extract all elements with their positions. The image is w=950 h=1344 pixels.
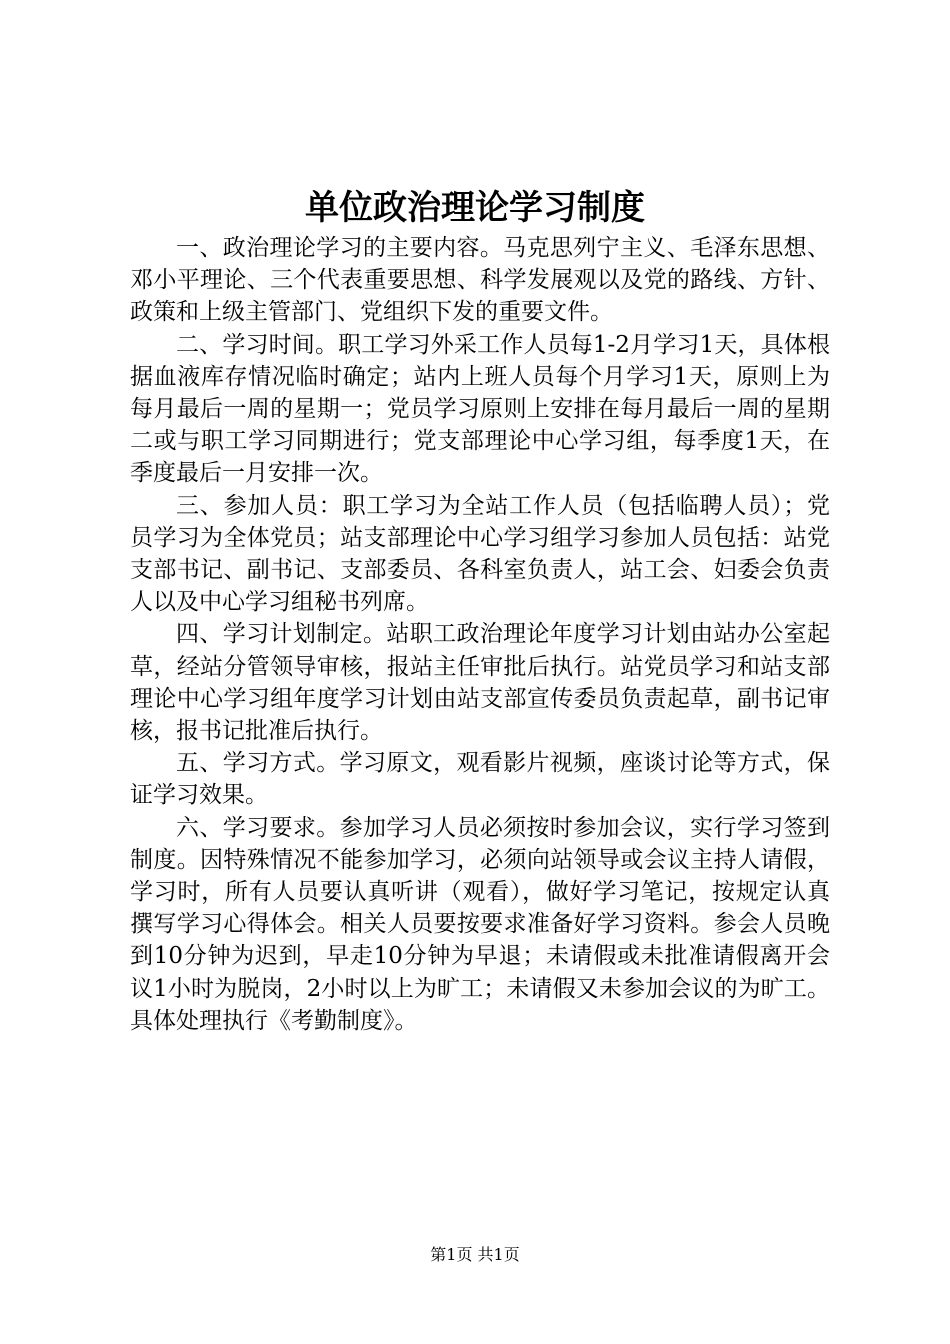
- paragraph-schedule: 二、学习时间。职工学习外采工作人员每1-2月学习1天，具体根据血液库存情况临时确定；站内上班人员每个月学习1天，原则上为每月最后一周的星期一；党员学习原则上安排在每月最后一周的星期二或与职工学习同期进行；党支部理论中心学习组，每季度1天，在季度最后一月安排一次。: [130, 331, 830, 487]
- document-body: [130, 232, 830, 1037]
- paragraph-content: 一、政治理论学习的主要内容。马克思列宁主义、毛泽东思想、邓小平理论、三个代表重要思想、科学发展观以及党的路线、方针、政策和上级主管部门、党组织下发的重要文件。: [130, 235, 830, 326]
- paragraph-participants: 三、参加人员：职工学习为全站工作人员（包括临聘人员）；党员学习为全体党员；站支部理论中心学习组学习参加人员包括：站党支部书记、副书记、支部委员、各科室负责人，站工会、妇委会负责人以及中心学习组秘书列席。: [130, 492, 830, 616]
- document-title: 单位政治理论学习制度: [305, 188, 645, 228]
- page-number-footer: 第1页 共1页: [430, 1245, 520, 1264]
- paragraph-requirements: 六、学习要求。参加学习人员必须按时参加会议，实行学习签到制度。因特殊情况不能参加学习，必须向站领导或会议主持人请假，学习时，所有人员要认真听讲（观看），做好学习笔记，按规定认真撰写学习心得体会。相关人员要按要求准备好学习资料。参会人员晚到10分钟为迟到，早走10分钟为早退；未请假或未批准请假离开会议1小时为脱岗，2小时以上为旷工；未请假又未参加会议的为旷工。具体处理执行《考勤制度》。: [130, 814, 830, 1034]
- paragraph-plan: 四、学习计划制定。站职工政治理论年度学习计划由站办公室起草，经站分管领导审核，报站主任审批后执行。站党员学习和站支部理论中心学习组年度学习计划由站支部宣传委员负责起草，副书记审核，报书记批准后执行。: [130, 621, 830, 745]
- paragraph-method: 五、学习方式。学习原文，观看影片视频，座谈讨论等方式，保证学习效果。: [130, 750, 830, 809]
